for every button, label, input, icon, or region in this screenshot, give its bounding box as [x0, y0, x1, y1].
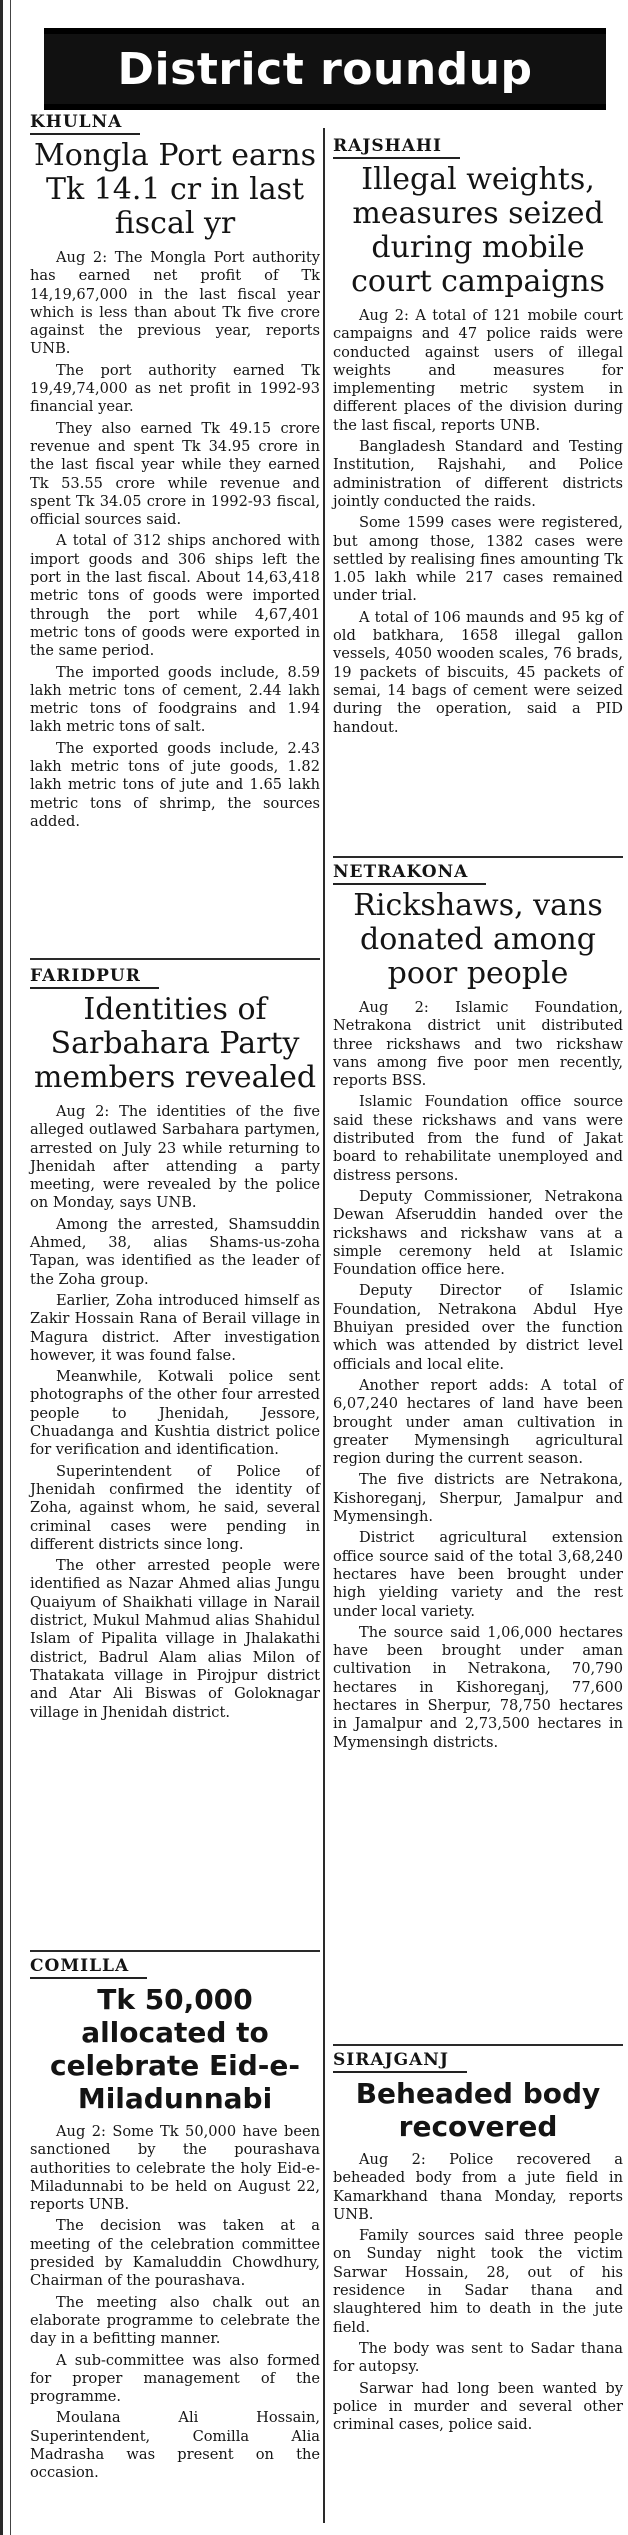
story-separator: [30, 958, 320, 960]
story-paragraph: Deputy Director of Islamic Foundation, Netrakona Abdul Hye Bhuiyan presided over the function which was attended by district level officials and local elite.: [333, 1282, 623, 1373]
story-separator: [333, 856, 623, 858]
story-paragraph: The exported goods include, 2.43 lakh metric tons of jute goods, 1.82 lakh metric tons of jute and 1.65 lakh metric tons of shrimp, the sources added.: [30, 739, 320, 830]
story-headline: Mongla Port earns Tk 14.1 cr in last fiscal yr: [34, 138, 316, 241]
section-banner: [44, 28, 606, 110]
page-margin-strip: [0, 0, 14, 2535]
story-paragraph: The body was sent to Sadar thana for autopsy.: [333, 2339, 623, 2376]
story-paragraph: Bangladesh Standard and Testing Institution, Rajshahi, and Police administration of different districts jointly conducted the raids.: [333, 438, 623, 510]
story-paragraph: The other arrested people were identified as Nazar Ahmed alias Jungu Quaiyum of Shaikhati village in Narail district, Mukul Mahmud alias Shahidul Islam of Pipalita village in Jhalakathi district, Badrul Alam alias Milon of Thatakata village in Pirojpur district and Atar Ali Biswas of Goloknagar village in Jhenidah district.: [30, 1557, 320, 1721]
story-paragraph: Islamic Foundation office source said these rickshaws and vans were distributed from the fund of Jakat board to rehabilitate unemployed and distress persons.: [333, 1093, 623, 1184]
story-location-tag: SIRAJGANJ: [333, 2050, 467, 2073]
story-headline: Rickshaws, vans donated among poor people: [353, 888, 603, 991]
story-paragraph: Aug 2: Some Tk 50,000 have been sanctioned by the pourashava authorities to celebrate the holy Eid-e-Miladunnabi to be held on August 22, reports UNB.: [30, 2123, 320, 2214]
story-paragraph: The meeting also chalk out an elaborate programme to celebrate the day in a befitting manner.: [30, 2293, 320, 2348]
story-headline: Identities of Sarbahara Party members revealed: [33, 992, 317, 1095]
story-paragraph: Sarwar had long been wanted by police in murder and several other criminal cases, police said.: [333, 2379, 623, 2434]
column-divider: [323, 128, 325, 2523]
story-paragraph: The five districts are Netrakona, Kishoreganj, Sherpur, Jamalpur and Mymensingh.: [333, 1471, 623, 1526]
story-location-tag: KHULNA: [30, 112, 140, 135]
story-headline: Beheaded body recovered: [355, 2077, 601, 2143]
story-paragraph: Aug 2: The identities of the five alleged outlawed Sarbahara partymen, arrested on July 23 while returning to Jhenidah after attending a party meeting, were revealed by the police on Monday, says UNB.: [30, 1103, 320, 1212]
story-paragraph: Aug 2: Police recovered a beheaded body from a jute field in Kamarkhand thana Monday, reports UNB.: [333, 2151, 623, 2223]
story-paragraph: Aug 2: Islamic Foundation, Netrakona district unit distributed three rickshaws and two rickshaw vans among five poor men recently, reports BSS.: [333, 999, 623, 1090]
story-paragraph: The port authority earned Tk 19,49,74,000 as net profit in 1992-93 financial year.: [30, 361, 320, 416]
story-paragraph: Superintendent of Police of Jhenidah confirmed the identity of Zoha, against whom, he said, several criminal cases were pending in different districts since long.: [30, 1462, 320, 1553]
story-headline: Illegal weights, measures seized during mobile court campaigns: [351, 162, 605, 299]
story-paragraph: A total of 312 ships anchored with import goods and 306 ships left the port in the last fiscal. About 14,63,418 metric tons of goods were imported through the port while 4,67,401 metric tons of goods were exported in the same period.: [30, 532, 320, 660]
section-title: District roundup: [117, 43, 533, 95]
story-paragraph: A total of 106 maunds and 95 kg of old batkhara, 1658 illegal gallon vessels, 4050 wooden scales, 76 brads, 19 packets of biscuits, 45 packets of semai, 14 bags of cement were seized during the operation, said a PID handout.: [333, 608, 623, 736]
story-paragraph: Among the arrested, Shamsuddin Ahmed, 38, alias Shams-us-zoha Tapan, was identified as the leader of the Zoha group.: [30, 1215, 320, 1288]
story-paragraph: A sub-committee was also formed for proper management of the programme.: [30, 2351, 320, 2406]
story-netrakona: [333, 862, 623, 1755]
story-faridpur: [30, 966, 320, 1725]
story-paragraph: Aug 2: A total of 121 mobile court campaigns and 47 police raids were conducted against users of illegal weights and measures for implementing metric system in different places of the division during the last fiscal, reports UNB.: [333, 307, 623, 434]
story-paragraph: They also earned Tk 49.15 crore revenue and spent Tk 34.95 crore in the last fiscal year while they earned Tk 53.55 crore while revenue and spent Tk 34.05 crore in 1992-93 fiscal, official sources said.: [30, 419, 320, 529]
story-paragraph: The source said 1,06,000 hectares have been brought under aman cultivation in Netrakona, 70,790 hectares in Kishoreganj, 77,600 hectares in Sherpur, 78,750 hectares in Jamalpur and 2,73,500 hectares in Mymensingh districts.: [333, 1623, 623, 1751]
story-paragraph: Another report adds: A total of 6,07,240 hectares of land have been brought under aman cultivation in greater Mymensingh agricultural region during the current season.: [333, 1376, 623, 1468]
story-paragraph: Earlier, Zoha introduced himself as Zakir Hossain Rana of Berail village in Magura district. After investigation however, it was found false.: [30, 1291, 320, 1364]
story-rajshahi: [333, 136, 623, 740]
story-paragraph: Meanwhile, Kotwali police sent photographs of the other four arrested people to Jhenidah, Jessore, Chuadanga and Kushtia district police for verification and identification.: [30, 1368, 320, 1459]
story-paragraph: Moulana Ali Hossain, Superintendent, Comilla Alia Madrasha was present on the occasion.: [30, 2409, 320, 2482]
story-paragraph: The imported goods include, 8.59 lakh metric tons of cement, 2.44 lakh metric tons of foodgrains and 1.94 lakh metric tons of salt.: [30, 663, 320, 736]
story-location-tag: NETRAKONA: [333, 862, 486, 885]
story-location-tag: FARIDPUR: [30, 966, 159, 989]
story-headline: Tk 50,000 allocated to celebrate Eid-e-Miladunnabi: [49, 1983, 301, 2115]
story-separator: [333, 2044, 623, 2046]
story-paragraph: Family sources said three people on Sunday night took the victim Sarwar Hossain, 28, out of his residence in Sadar thana and slaughtered him to death in the jute field.: [333, 2227, 623, 2336]
story-paragraph: Deputy Commissioner, Netrakona Dewan Afseruddin handed over the rickshaws and rickshaw vans at a simple ceremony held at Islamic Foundation office here.: [333, 1187, 623, 1279]
story-sirajganj: [333, 2050, 623, 2437]
story-location-tag: RAJSHAHI: [333, 136, 460, 159]
story-paragraph: District agricultural extension office source said of the total 3,68,240 hectares have been brought under high yielding variety and the rest under local variety.: [333, 1529, 623, 1620]
story-separator: [30, 1950, 320, 1952]
story-comilla: [30, 1956, 320, 2486]
story-location-tag: COMILLA: [30, 1956, 147, 1979]
story-paragraph: Aug 2: The Mongla Port authority has earned net profit of Tk 14,19,67,000 in the last fiscal year which is less than about Tk five crore against the previous year, reports UNB.: [30, 249, 320, 358]
story-khulna: [30, 112, 320, 834]
story-paragraph: Some 1599 cases were registered, but among those, 1382 cases were settled by realising fines amounting Tk 1.05 lakh while 217 cases remained under trial.: [333, 514, 623, 605]
story-paragraph: The decision was taken at a meeting of the celebration committee presided by Kamaluddin Chowdhury, Chairman of the pourashava.: [30, 2217, 320, 2290]
